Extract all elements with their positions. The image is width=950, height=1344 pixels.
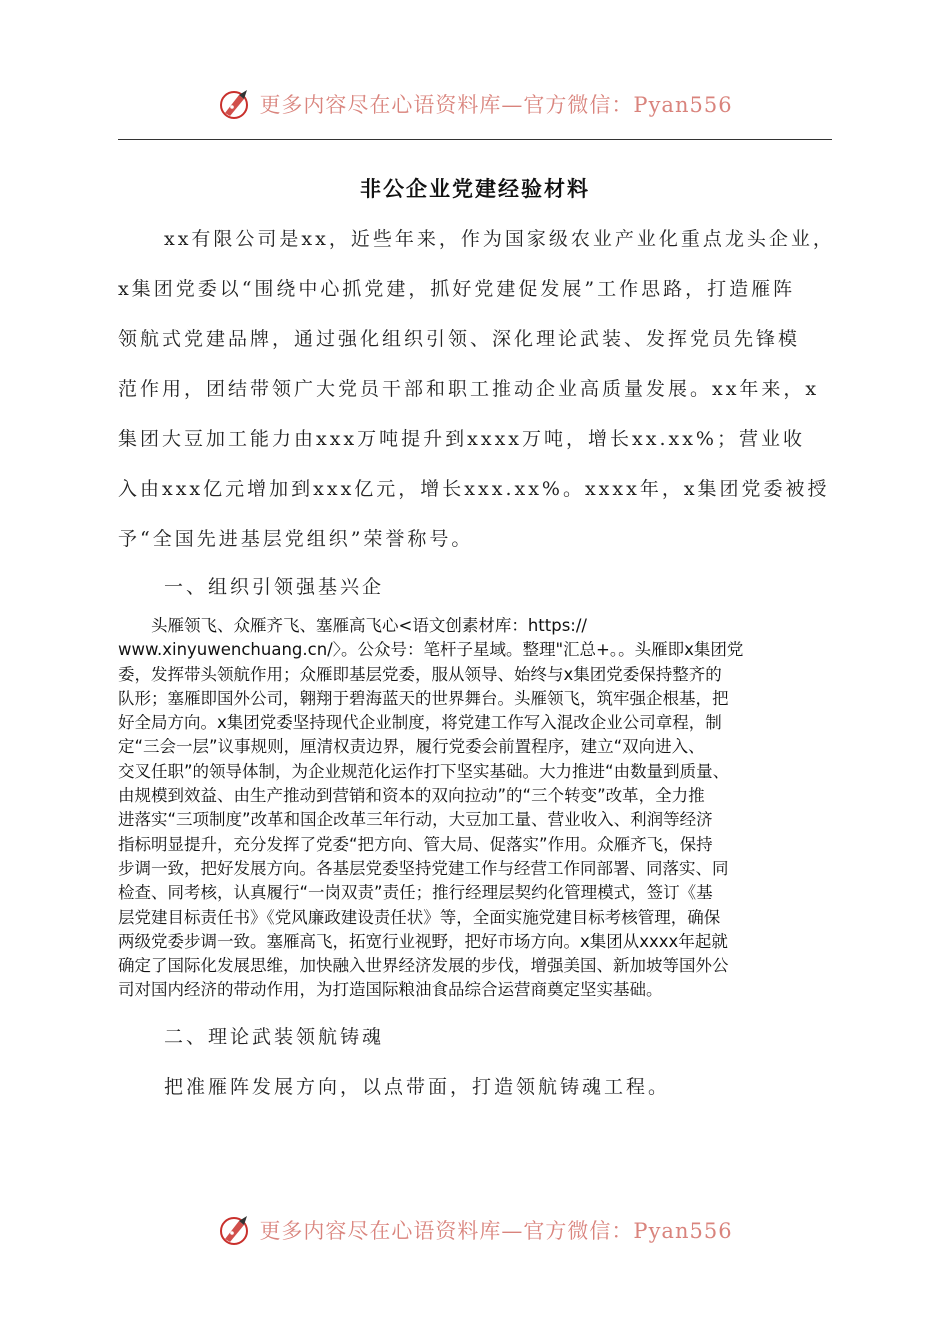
intro-line: 领航式党建品牌，通过强化组织引领、深化理论武装、发挥党员先锋模 xyxy=(118,328,801,350)
section1-line: 交叉任职”的领导体制，为企业规范化运作打下坚实基础。大力推进“由数量到质量、 xyxy=(118,761,730,781)
footer-watermark xyxy=(0,1210,950,1250)
intro-line: 入由xxx亿元增加到xxx亿元，增长xxx.xx%。xxxx年，x集团党委被授 xyxy=(118,478,830,500)
intro-line: 范作用，团结带领广大党员干部和职工推动企业高质量发展。xx年来，x xyxy=(118,378,820,400)
section2-paragraph: 把准雁阵发展方向，以点带面，打造领航铸魂工程。 xyxy=(164,1076,671,1098)
section1-line: 步调一致，把好发展方向。各基层党委坚持党建工作与经营工作同部署、同落实、同 xyxy=(118,858,729,878)
section-heading-2: 二、理论武装领航铸魂 xyxy=(164,1026,385,1048)
header-divider xyxy=(118,139,832,140)
section1-line: www.xinyuwenchuang.cn/〉。公众号：笔杆子星域。整理"汇总+。。头雁即x集团党 xyxy=(118,640,744,660)
section1-line: 队形；塞雁即国外公司，翱翔于碧海蓝天的世界舞台。头雁领飞，筑牢强企根基，把 xyxy=(118,688,729,708)
section1-line: 好全局方向。x集团党委坚持现代企业制度，将党建工作写入混改企业公司章程，制 xyxy=(118,713,722,733)
section1-line: 头雁领飞、众雁齐飞、塞雁高飞心<语文创素材库：https:// xyxy=(118,616,587,635)
intro-line: 集团大豆加工能力由xxx万吨提升到xxxx万吨，增长xx.xx%；营业收 xyxy=(118,428,805,450)
intro-paragraph xyxy=(118,214,834,564)
section1-line: 委，发挥带头领航作用；众雁即基层党委，服从领导、始终与x集团党委保持整齐的 xyxy=(118,664,722,684)
intro-line: 予“全国先进基层党组织”荣誉称号。 xyxy=(118,528,474,550)
section-heading-1: 一、组织引领强基兴企 xyxy=(164,576,385,598)
section1-line: 层党建目标责任书》《党风廉政建设责任状》等，全面实施党建目标考核管理，确保 xyxy=(118,907,721,927)
section1-line: 司对国内经济的带动作用，为打造国际粮油食品综合运营商奠定坚实基础。 xyxy=(118,980,663,1000)
intro-line: xx有限公司是xx，近些年来，作为国家级农业产业化重点龙头企业， xyxy=(164,228,835,250)
section1-line: 进落实“三项制度”改革和国企改革三年行动，大豆加工量、营业收入、利润等经济 xyxy=(118,810,713,830)
section1-line: 指标明显提升，充分发挥了党委“把方向、管大局、促落实”作用。众雁齐飞，保持 xyxy=(118,834,713,854)
section1-line: 由规模到效益、由生产推动到营销和资本的双向拉动”的“三个转变”改革，全力推 xyxy=(118,786,705,806)
page-title: 非公企业党建经验材料 xyxy=(360,176,590,201)
watermark-text: 更多内容尽在心语资料库—官方微信：Pyan556 xyxy=(259,93,733,117)
section1-line: 定“三会一层”议事规则，厘清权责边界，履行党委会前置程序，建立“双向进入、 xyxy=(118,737,705,757)
section1-line: 两级党委步调一致。塞雁高飞，拓宽行业视野，把好市场方向。x集团从xxxx年起就 xyxy=(118,931,728,951)
pen-nib-circle-icon xyxy=(217,1212,253,1248)
watermark-text: 更多内容尽在心语资料库—官方微信：Pyan556 xyxy=(259,1219,733,1243)
section1-paragraph xyxy=(118,614,834,1003)
pen-nib-circle-icon xyxy=(217,86,253,122)
intro-line: x集团党委以“围绕中心抓党建，抓好党建促发展”工作思路，打造雁阵 xyxy=(118,278,796,300)
section1-line: 检查、同考核，认真履行“一岗双责”责任；推行经理层契约化管理模式，签订《基 xyxy=(118,883,713,903)
header-watermark xyxy=(0,84,950,124)
section1-line: 确定了国际化发展思维，加快融入世界经济发展的步伐，增强美国、新加坡等国外公 xyxy=(118,956,729,976)
